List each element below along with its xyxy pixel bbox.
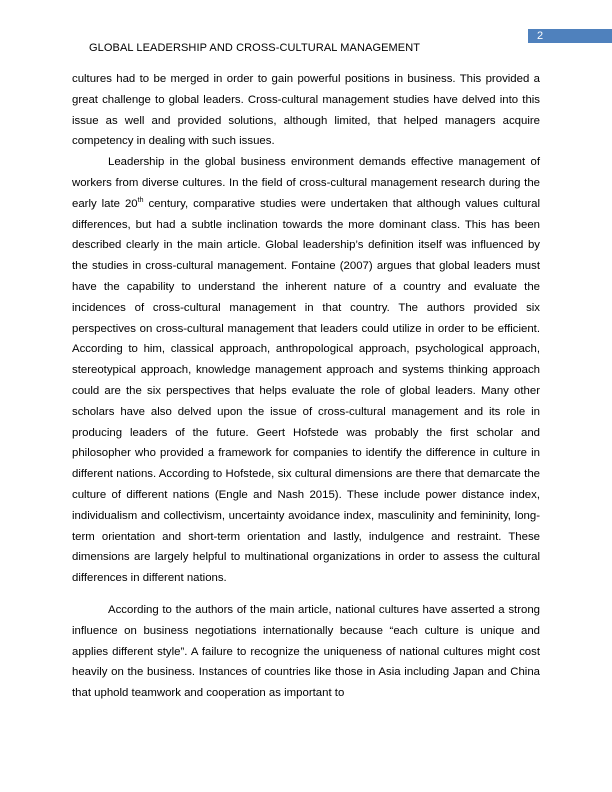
- page-number-bar: [528, 29, 612, 43]
- page-number: 2: [536, 30, 544, 42]
- paragraph-2-part-2: century, comparative studies were undertaken that although values cultural differences, but had a subtle inclination towards the more dominant class. This has been described clearly in the main article. Global leadership’s definition itself was influenced by the studies in cross-cultural management. Fontaine (2007) argues that global leaders must have the capability to understand the inherent nature of a country and evaluate the incidences of cross-cultural management in that country. The authors provided six perspectives on cross-cultural management that leaders could utilize in order to be efficient. According to him, classical approach, anthropological approach, psychological approach, stereotypical approach, knowledge management approach and systems thinking approach could are the six perspectives that helps evaluate the role of global leaders. Many other scholars have also delved upon the issue of cross-cultural management and its role in producing leaders of the future. Geert Hofstede was probably the first scholar and philosopher who provided a framework for companies to identify the difference in culture in different nations. According to Hofstede, six cultural dimensions are there that demarcate the culture of different nations (Engle and Nash 2015). These include power distance index, individualism and collectivism, uncertainty avoidance index, masculinity and femininity, long-term orientation and short-term orientation and lastly, indulgence and restraint. These dimensions are largely helpful to multinational organizations in order to assess the cultural differences in different nations.: [72, 197, 540, 585]
- paragraph-2: [72, 152, 540, 589]
- paragraph-3: According to the authors of the main article, national cultures have asserted a strong influence on business negotiations internationally because “each culture is unique and applies different style”. A failure to recognize the uniqueness of national cultures might cost heavily on the business. Instances of countries like those in Asia including Japan and China that uphold teamwork and cooperation as important to: [72, 603, 540, 700]
- document-body: [72, 69, 540, 704]
- ordinal-superscript: th: [137, 196, 144, 204]
- paragraph-1: cultures had to be merged in order to gain powerful positions in business. This provided a great challenge to global leaders. Cross-cultural management studies have delved into this issue as well and provided solutions, although limited, that helped managers acquire competency in dealing with such issues.: [72, 73, 540, 148]
- running-head: GLOBAL LEADERSHIP AND CROSS-CULTURAL MANAGEMENT: [89, 42, 421, 54]
- paragraph-2-part-1: Leadership in the global business environment demands effective management of workers from diverse cultures. In the field of cross-cultural management research during the early late 20: [72, 156, 540, 210]
